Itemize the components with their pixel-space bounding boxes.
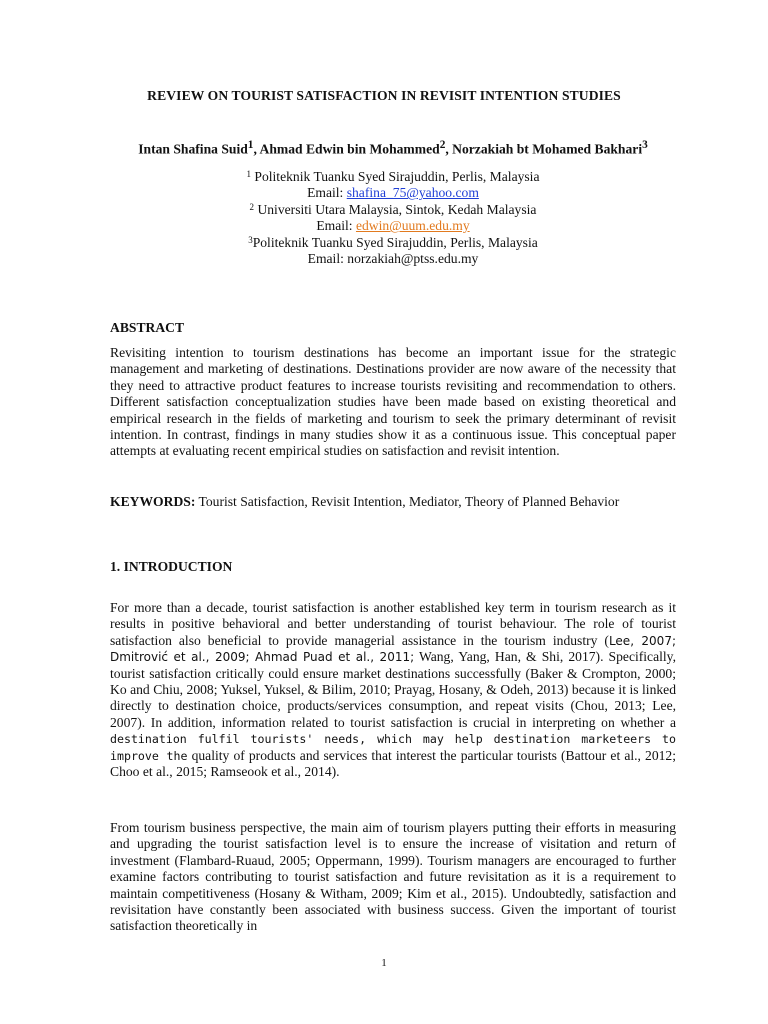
- affiliation-1-email: Email: shafina_75@yahoo.com: [307, 185, 479, 201]
- affiliation-3: $^3$Politeknik Tuanku Syed Sirajuddin, Perlis, Malaysia: [248, 234, 538, 250]
- author-2: , Ahmad Edwin bin Mohammed: [253, 141, 440, 157]
- paper-title: REVIEW ON TOURIST SATISFACTION IN REVISIT INTENTION STUDIES: [147, 88, 621, 103]
- author-1-affiliation-mark: 1: [247, 139, 254, 151]
- abstract-heading: ABSTRACT: [110, 320, 185, 335]
- affiliation-3-email: Email: norzakiah@ptss.edu.my: [307, 250, 479, 266]
- keywords-list: Tourist Satisfaction, Revisit Intention, Mediator, Theory of Planned Behavior: [195, 494, 620, 509]
- introduction-heading: 1. INTRODUCTION: [110, 559, 233, 574]
- mono-text-run: destination fulfil tourists' needs, which may help destination marketeers to improve the: [110, 732, 676, 763]
- author-3-affiliation-mark: 3: [642, 139, 648, 151]
- affiliation-2-email: Email: edwin@uum.edu.my: [316, 218, 470, 234]
- affiliations: [110, 169, 676, 267]
- page-number: 1: [381, 957, 387, 969]
- affiliation-1: $^1$ Politeknik Tuanku Syed Sirajuddin, Perlis, Malaysia: [246, 169, 540, 184]
- author-2-affiliation-mark: 2: [439, 139, 446, 151]
- author-list: [110, 137, 676, 158]
- keywords-label: KEYWORDS:: [110, 494, 196, 509]
- introduction-paragraph-2: From tourism business perspective, the main aim of tourism players putting their efforts in measuring and upgrading the tourist satisfaction level is to ensure the increase of visitation and return of investment (Flambard-Ruaud, 2005; Oppermann, 1999). Tourism managers are encouraged to further examine factors contributing to tourist satisfaction and future revisitation as it is a requirement to maintain competitiveness (Hosany & Witham, 2009; Kim et al., 2015). Undoubtedly, satisfaction and revisitation have constantly been associated with business success. Given the important of tourist satisfaction theoretically in: [110, 820, 676, 934]
- email-link-2[interactable]: edwin@uum.edu.my: [355, 218, 470, 234]
- introduction-paragraph-1: For more than a decade, tourist satisfaction is another established key term in tourism research as it results in positive behavioral and better understanding of tourist behaviour. The role of tourist satisfaction also beneficial to provide managerial assistance in the tourism industry (Lee, 2007; Dmitrović et al., 2009; Ahmad Puad et al., 2011; Wang, Yang, Han, & Shi, 2017). Specifically, tourist satisfaction critically could ensure market destinations successfully (Baker & Crompton, 2000; Ko and Chiu, 2008; Yuksel, Yuksel, & Bilim, 2010; Prayag, Hosany, & Odeh, 2013) because it is linked directly to destination choice, products/services consumption, and repeat visits (Chou, 2013; Lee, 2007). In addition, information related to tourist satisfaction is crucial in interpreting on whether a destination fulfil tourists' needs, which may help destination marketeers to improve the quality of products and services that interest the particular tourists (Battour et al., 2012; Choo et al., 2015; Ramseook et al., 2014).: [110, 600, 676, 780]
- email-link-1[interactable]: shafina_75@yahoo.com: [346, 185, 479, 201]
- author-3: , Norzakiah bt Mohamed Bakhari: [445, 141, 643, 157]
- citation-group: Lee, 2007; Dmitrović et al., 2009; Ahmad Puad et al., 2011;: [110, 633, 676, 665]
- keywords: [110, 494, 676, 510]
- abstract-text: Revisiting intention to tourism destinations has become an important issue for the strategic management and marketing of destinations. Destinations provider are now aware of the necessity that they need to attractive product features to increase tourists revisiting and recommendation to others. Different satisfaction conceptualization studies have been made based on existing theoretical and empirical research in the fields of marketing and tourism to seek the primary determinant of revisit intention. In contrast, findings in many studies show it as a continuous issue. This conceptual paper attempts at evaluating recent empirical studies on satisfaction and revisit intention.: [110, 345, 676, 459]
- affiliation-2: $^2$ Universiti Utara Malaysia, Sintok, Kedah Malaysia: [249, 201, 537, 217]
- author-1: Intan Shafina Suid: [138, 141, 248, 157]
